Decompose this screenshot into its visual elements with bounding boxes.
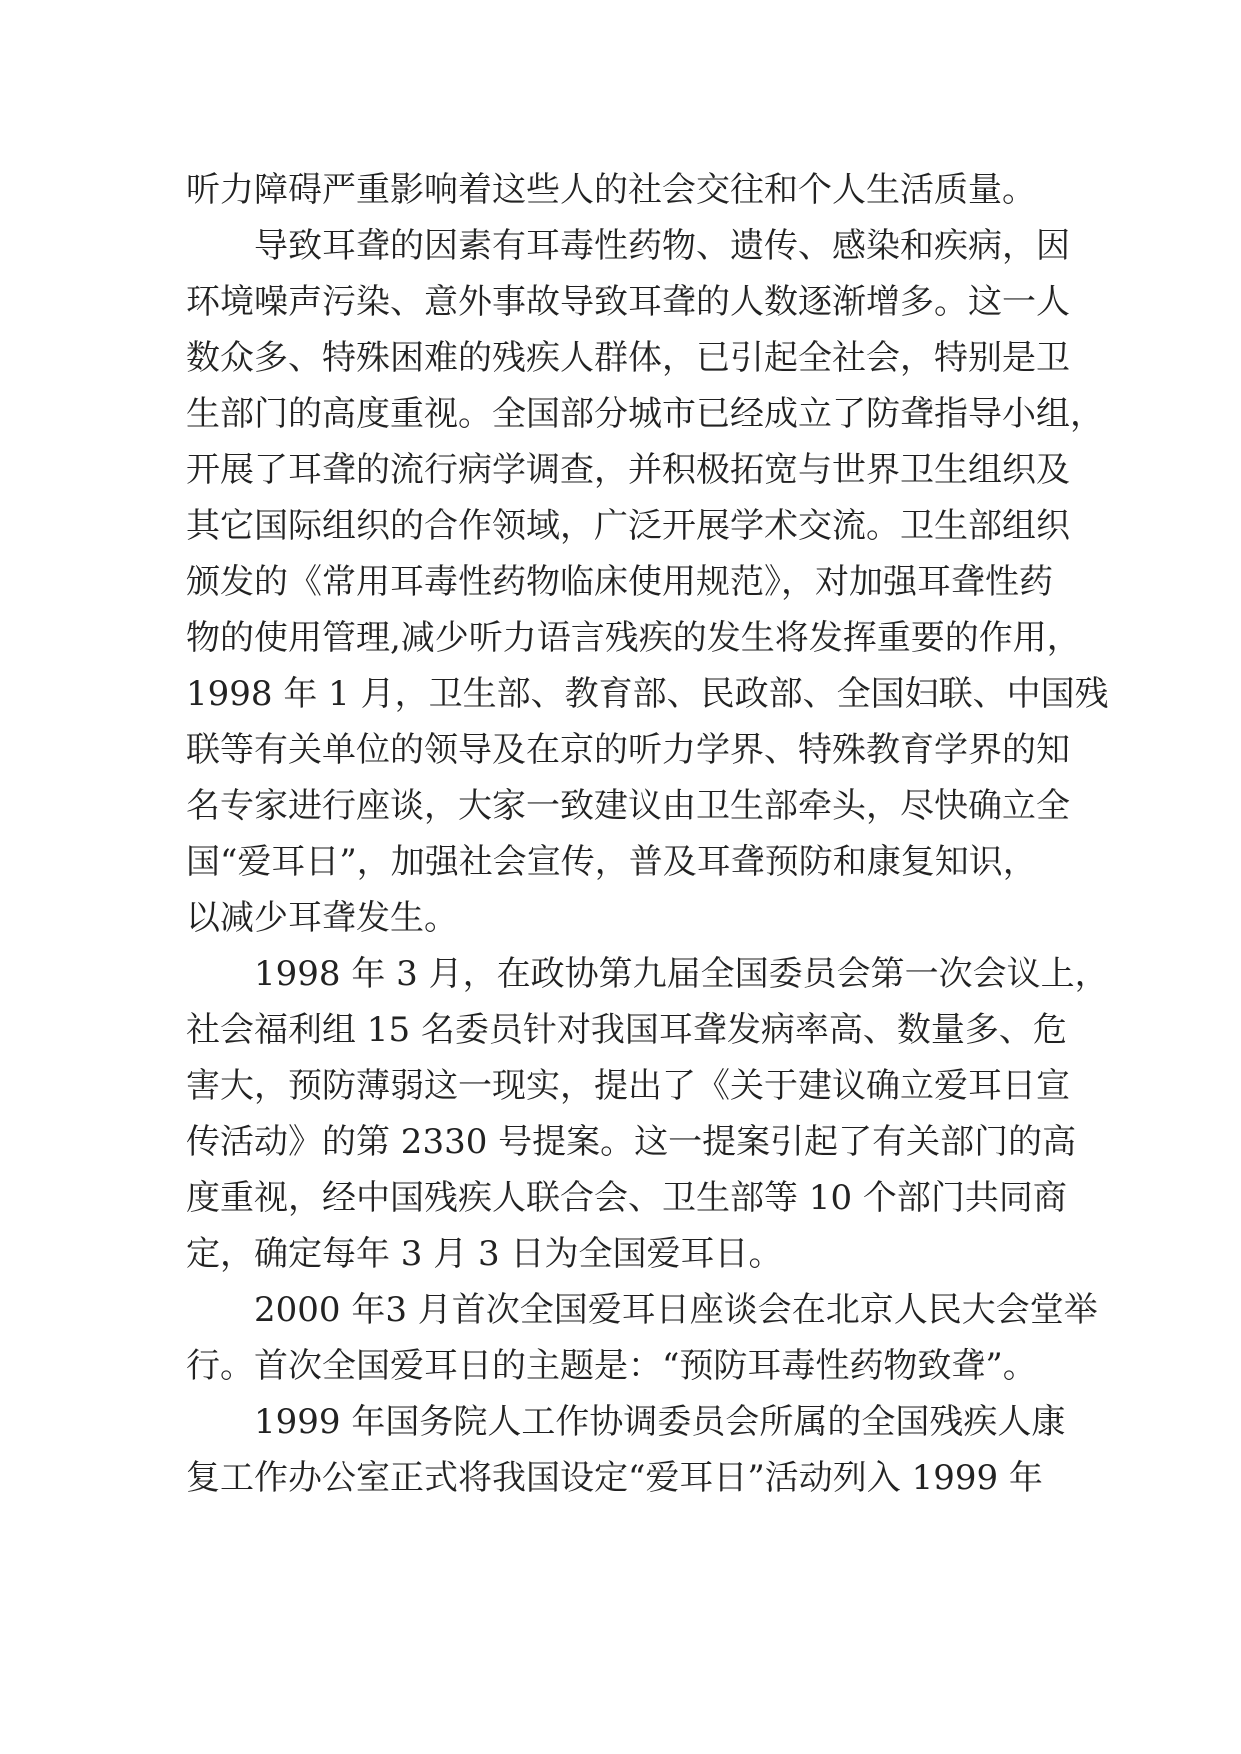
text-line: 环境噪声污染、意外事故导致耳聋的人数逐渐增多。这一人 [186,282,1070,322]
text-line: 其它国际组织的合作领域，广泛开展学术交流。卫生部组织 [186,506,1070,546]
text-line: 行。首次全国爱耳日的主题是：“预防耳毒性药物致聋”。 [186,1346,1037,1386]
paragraph-start-line: 1999 年国务院人工作协调委员会所属的全国残疾人康 [254,1402,1066,1442]
document-body [186,162,1109,1506]
text-line: 害大，预防薄弱这一现实，提出了《关于建议确立爱耳日宣 [186,1066,1070,1106]
text-line: 数众多、特殊困难的残疾人群体，已引起全社会，特别是卫 [186,338,1070,378]
text-line: 颁发的《常用耳毒性药物临床使用规范》，对加强耳聋性药 [186,562,1053,602]
paragraph-start-line: 导致耳聋的因素有耳毒性药物、遗传、感染和疾病，因 [254,226,1070,266]
text-line: 以减少耳聋发生。 [186,898,458,938]
text-line: 复工作办公室正式将我国设定“爱耳日”活动列入 1999 年 [186,1458,1043,1498]
text-line: 名专家进行座谈，大家一致建议由卫生部牵头，尽快确立全 [186,786,1070,826]
text-line: 定，确定每年 3 月 3 日为全国爱耳日。 [186,1234,783,1274]
text-line: 物的使用管理,减少听力语言残疾的发生将发挥重要的作用， [186,618,1081,658]
text-line: 生部门的高度重视。全国部分城市已经成立了防聋指导小组， [186,394,1104,434]
text-line: 度重视，经中国残疾人联合会、卫生部等 10 个部门共同商 [186,1178,1067,1218]
text-line: 传活动》的第 2330 号提案。这一提案引起了有关部门的高 [186,1122,1077,1162]
text-line: 社会福利组 15 名委员针对我国耳聋发病率高、数量多、危 [186,1010,1067,1050]
paragraph-start-line: 1998 年 3 月，在政协第九届全国委员会第一次会议上， [254,954,1109,994]
text-line: 1998 年 1 月，卫生部、教育部、民政部、全国妇联、中国残 [186,674,1109,714]
text-line: 开展了耳聋的流行病学调查，并积极拓宽与世界卫生组织及 [186,450,1070,490]
text-line: 联等有关单位的领导及在京的听力学界、特殊教育学界的知 [186,730,1070,770]
text-line: 国“爱耳日”，加强社会宣传，普及耳聋预防和康复知识， [186,842,1037,882]
paragraph-start-line: 2000 年3 月首次全国爱耳日座谈会在北京人民大会堂举 [254,1290,1098,1330]
text-line: 听力障碍严重影响着这些人的社会交往和个人生活质量。 [186,170,1036,210]
